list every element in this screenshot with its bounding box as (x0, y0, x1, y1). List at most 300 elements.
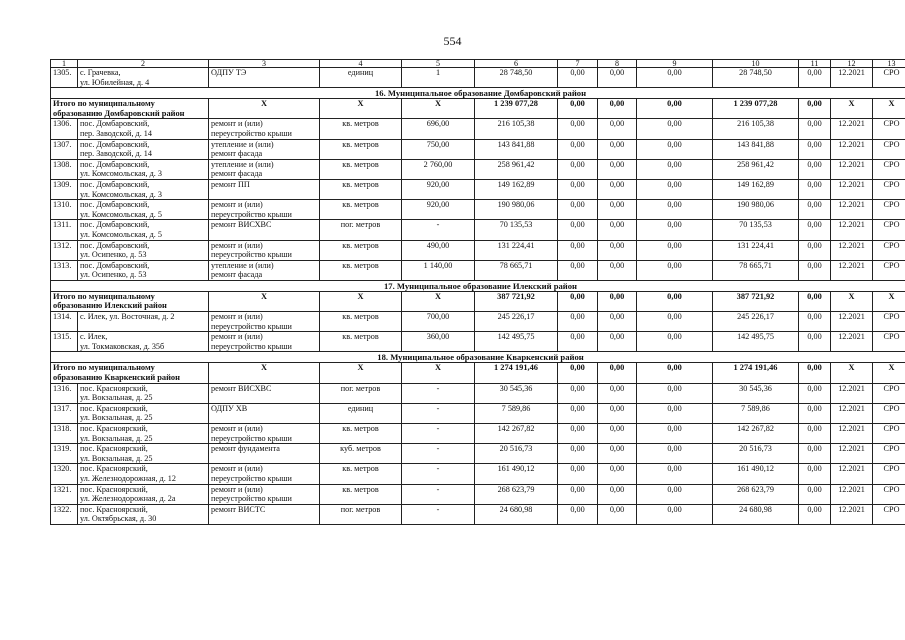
unit-cell: кв. метров (320, 312, 402, 332)
cost-budget-cell: 149 162,89 (713, 179, 799, 199)
row-number: 1320. (51, 464, 78, 484)
cost-budget-cell: 142 495,75 (713, 332, 799, 352)
unit-cell: кв. метров (320, 200, 402, 220)
deadline-cell: 12.2021 (831, 220, 873, 240)
cost-budget-cell: 24 680,98 (713, 504, 799, 524)
table-row (51, 424, 905, 444)
cost-total-cell: 258 961,42 (475, 159, 558, 179)
x-mark: Х (873, 99, 905, 119)
cost-cell: 0,00 (637, 403, 713, 423)
method-cell: СРО (873, 240, 905, 260)
cost-budget-cell: 142 267,82 (713, 424, 799, 444)
method-cell: СРО (873, 332, 905, 352)
table-row (51, 403, 905, 423)
total-sum: 387 721,92 (475, 291, 558, 311)
method-cell: СРО (873, 444, 905, 464)
cost-cell: 0,00 (558, 383, 598, 403)
quantity-cell: 700,00 (402, 312, 475, 332)
cost-cell: 0,00 (637, 312, 713, 332)
address-cell: с. Илек, ул. Восточная, д. 2 (78, 312, 209, 332)
method-cell: СРО (873, 220, 905, 240)
cost-cell: 0,00 (799, 179, 831, 199)
cost-cell: 0,00 (598, 332, 637, 352)
address-cell: пос. Красноярский, ул. Вокзальная, д. 25 (78, 444, 209, 464)
x-mark: Х (873, 291, 905, 311)
quantity-cell: 920,00 (402, 200, 475, 220)
work-type-cell: ремонт и (или) переустройство крыши (209, 119, 320, 139)
cost-total-cell: 149 162,89 (475, 179, 558, 199)
total-budget: 387 721,92 (713, 291, 799, 311)
cost-cell: 0,00 (637, 332, 713, 352)
cost-total-cell: 143 841,88 (475, 139, 558, 159)
x-mark: Х (209, 363, 320, 383)
cost-budget-cell: 216 105,38 (713, 119, 799, 139)
cost-cell: 0,00 (558, 179, 598, 199)
quantity-cell: - (402, 444, 475, 464)
deadline-cell: 12.2021 (831, 119, 873, 139)
cost-cell: 0,00 (637, 383, 713, 403)
column-number-6: 6 (475, 60, 558, 68)
cost-cell: 0,00 (637, 119, 713, 139)
address-cell: с. Илек, ул. Токмаковская, д. 35б (78, 332, 209, 352)
x-mark: Х (873, 363, 905, 383)
cost-total-cell: 142 495,75 (475, 332, 558, 352)
method-cell: СРО (873, 504, 905, 524)
address-cell: пос. Красноярский, ул. Вокзальная, д. 25 (78, 403, 209, 423)
cost-cell: 0,00 (799, 444, 831, 464)
x-mark: Х (402, 99, 475, 119)
cost-cell: 0,00 (799, 159, 831, 179)
deadline-cell: 12.2021 (831, 332, 873, 352)
row-number: 1305. (51, 68, 78, 88)
column-number-1: 1 (51, 60, 78, 68)
cost-cell: 0,00 (637, 200, 713, 220)
deadline-cell: 12.2021 (831, 159, 873, 179)
total-label: Итого по муниципальному образованию Илекский район (51, 291, 209, 311)
cost-cell: 0,00 (799, 68, 831, 88)
section-total-row (51, 99, 905, 119)
deadline-cell: 12.2021 (831, 424, 873, 444)
deadline-cell: 12.2021 (831, 260, 873, 280)
cost-cell: 0,00 (558, 504, 598, 524)
quantity-cell: - (402, 424, 475, 444)
column-number-9: 9 (637, 60, 713, 68)
total-cell: 0,00 (637, 363, 713, 383)
table-row (51, 332, 905, 352)
cost-cell: 0,00 (799, 119, 831, 139)
method-cell: СРО (873, 312, 905, 332)
row-number: 1312. (51, 240, 78, 260)
work-type-cell: ОДПУ ХВ (209, 403, 320, 423)
cost-cell: 0,00 (637, 444, 713, 464)
x-mark: Х (209, 99, 320, 119)
cost-cell: 0,00 (799, 200, 831, 220)
cost-cell: 0,00 (558, 68, 598, 88)
total-label: Итого по муниципальному образованию Домбаровский район (51, 99, 209, 119)
cost-total-cell: 245 226,17 (475, 312, 558, 332)
deadline-cell: 12.2021 (831, 312, 873, 332)
work-type-cell: ремонт ВИСТС (209, 504, 320, 524)
unit-cell: кв. метров (320, 332, 402, 352)
unit-cell: куб. метров (320, 444, 402, 464)
total-cell: 0,00 (799, 291, 831, 311)
cost-cell: 0,00 (637, 504, 713, 524)
cost-total-cell: 161 490,12 (475, 464, 558, 484)
cost-cell: 0,00 (598, 200, 637, 220)
work-type-cell: утепление и (или) ремонт фасада (209, 159, 320, 179)
x-mark: Х (209, 291, 320, 311)
cost-cell: 0,00 (637, 139, 713, 159)
address-cell: пос. Красноярский, ул. Железнодорожная, д. 2а (78, 484, 209, 504)
table-row (51, 139, 905, 159)
table-row (51, 240, 905, 260)
unit-cell: кв. метров (320, 179, 402, 199)
cost-cell: 0,00 (598, 159, 637, 179)
quantity-cell: 1 140,00 (402, 260, 475, 280)
cost-cell: 0,00 (598, 312, 637, 332)
total-cell: 0,00 (637, 291, 713, 311)
deadline-cell: 12.2021 (831, 403, 873, 423)
column-number-2: 2 (78, 60, 209, 68)
work-type-cell: ремонт и (или) переустройство крыши (209, 240, 320, 260)
cost-budget-cell: 143 841,88 (713, 139, 799, 159)
address-cell: пос. Домбаровский, ул. Комсомольская, д. 3 (78, 159, 209, 179)
quantity-cell: - (402, 484, 475, 504)
cost-cell: 0,00 (558, 332, 598, 352)
work-type-cell: ОДПУ ТЭ (209, 68, 320, 88)
work-type-cell: утепление и (или) ремонт фасада (209, 139, 320, 159)
cost-budget-cell: 268 623,79 (713, 484, 799, 504)
table-body (51, 60, 905, 525)
cost-cell: 0,00 (799, 332, 831, 352)
column-number-13: 13 (873, 60, 905, 68)
cost-total-cell: 131 224,41 (475, 240, 558, 260)
cost-budget-cell: 190 980,06 (713, 200, 799, 220)
x-mark: Х (320, 363, 402, 383)
table-row (51, 383, 905, 403)
cost-total-cell: 28 748,50 (475, 68, 558, 88)
cost-cell: 0,00 (799, 383, 831, 403)
address-cell: пос. Домбаровский, ул. Осипенко, д. 53 (78, 240, 209, 260)
cost-cell: 0,00 (558, 260, 598, 280)
table-row (51, 504, 905, 524)
cost-cell: 0,00 (799, 220, 831, 240)
x-mark: Х (320, 291, 402, 311)
cost-cell: 0,00 (637, 68, 713, 88)
cost-cell: 0,00 (637, 484, 713, 504)
cost-cell: 0,00 (558, 159, 598, 179)
cost-cell: 0,00 (598, 383, 637, 403)
cost-total-cell: 78 665,71 (475, 260, 558, 280)
row-number: 1318. (51, 424, 78, 444)
section-total-row (51, 291, 905, 311)
row-number: 1319. (51, 444, 78, 464)
address-cell: пос. Домбаровский, пер. Заводской, д. 14 (78, 139, 209, 159)
table-row (51, 260, 905, 280)
quantity-cell: 1 (402, 68, 475, 88)
unit-cell: кв. метров (320, 424, 402, 444)
cost-cell: 0,00 (558, 403, 598, 423)
row-number: 1314. (51, 312, 78, 332)
unit-cell: кв. метров (320, 484, 402, 504)
column-number-7: 7 (558, 60, 598, 68)
cost-cell: 0,00 (637, 240, 713, 260)
method-cell: СРО (873, 260, 905, 280)
deadline-cell: 12.2021 (831, 464, 873, 484)
table-row (51, 68, 905, 88)
cost-cell: 0,00 (558, 312, 598, 332)
section-title-row (51, 88, 905, 99)
work-type-cell: ремонт ВИСХВС (209, 383, 320, 403)
cost-cell: 0,00 (598, 464, 637, 484)
unit-cell: пог. метров (320, 504, 402, 524)
cost-cell: 0,00 (598, 68, 637, 88)
work-type-cell: ремонт ВИСХВС (209, 220, 320, 240)
x-mark: Х (402, 363, 475, 383)
row-number: 1315. (51, 332, 78, 352)
total-cell: 0,00 (558, 291, 598, 311)
cost-cell: 0,00 (799, 240, 831, 260)
total-cell: 0,00 (558, 99, 598, 119)
cost-cell: 0,00 (637, 179, 713, 199)
method-cell: СРО (873, 119, 905, 139)
work-type-cell: ремонт и (или) переустройство крыши (209, 312, 320, 332)
cost-cell: 0,00 (799, 464, 831, 484)
cost-budget-cell: 7 589,86 (713, 403, 799, 423)
address-cell: пос. Красноярский, ул. Октябрьская, д. 30 (78, 504, 209, 524)
row-number: 1306. (51, 119, 78, 139)
method-cell: СРО (873, 383, 905, 403)
work-type-cell: ремонт и (или) переустройство крыши (209, 484, 320, 504)
quantity-cell: 750,00 (402, 139, 475, 159)
cost-cell: 0,00 (598, 504, 637, 524)
method-cell: СРО (873, 200, 905, 220)
address-cell: пос. Домбаровский, пер. Заводской, д. 14 (78, 119, 209, 139)
table-row (51, 464, 905, 484)
cost-cell: 0,00 (558, 424, 598, 444)
unit-cell: кв. метров (320, 240, 402, 260)
column-number-8: 8 (598, 60, 637, 68)
unit-cell: кв. метров (320, 119, 402, 139)
cost-cell: 0,00 (598, 444, 637, 464)
work-type-cell: ремонт и (или) переустройство крыши (209, 200, 320, 220)
cost-budget-cell: 28 748,50 (713, 68, 799, 88)
total-cell: 0,00 (637, 99, 713, 119)
x-mark: Х (831, 363, 873, 383)
quantity-cell: - (402, 220, 475, 240)
total-budget: 1 239 077,28 (713, 99, 799, 119)
address-cell: пос. Красноярский, ул. Вокзальная, д. 25 (78, 383, 209, 403)
table-row (51, 444, 905, 464)
cost-cell: 0,00 (637, 464, 713, 484)
deadline-cell: 12.2021 (831, 444, 873, 464)
cost-cell: 0,00 (637, 260, 713, 280)
cost-budget-cell: 161 490,12 (713, 464, 799, 484)
work-type-cell: ремонт ПП (209, 179, 320, 199)
unit-cell: кв. метров (320, 159, 402, 179)
work-type-cell: ремонт и (или) переустройство крыши (209, 464, 320, 484)
page-number: 554 (443, 34, 462, 48)
deadline-cell: 12.2021 (831, 179, 873, 199)
cost-cell: 0,00 (799, 403, 831, 423)
cost-total-cell: 142 267,82 (475, 424, 558, 444)
cost-budget-cell: 78 665,71 (713, 260, 799, 280)
column-number-4: 4 (320, 60, 402, 68)
cost-cell: 0,00 (558, 464, 598, 484)
quantity-cell: 920,00 (402, 179, 475, 199)
cost-cell: 0,00 (598, 260, 637, 280)
column-number-10: 10 (713, 60, 799, 68)
total-cell: 0,00 (799, 99, 831, 119)
cost-cell: 0,00 (598, 240, 637, 260)
cost-cell: 0,00 (598, 424, 637, 444)
deadline-cell: 12.2021 (831, 484, 873, 504)
column-number-12: 12 (831, 60, 873, 68)
work-type-cell: утепление и (или) ремонт фасада (209, 260, 320, 280)
section-title: 18. Муниципальное образование Кваркенский район (51, 352, 905, 363)
total-cell: 0,00 (558, 363, 598, 383)
cost-cell: 0,00 (637, 220, 713, 240)
cost-cell: 0,00 (598, 179, 637, 199)
unit-cell: пог. метров (320, 220, 402, 240)
quantity-cell: 2 760,00 (402, 159, 475, 179)
cost-total-cell: 268 623,79 (475, 484, 558, 504)
cost-cell: 0,00 (598, 484, 637, 504)
x-mark: Х (831, 291, 873, 311)
table-row (51, 179, 905, 199)
unit-cell: кв. метров (320, 139, 402, 159)
row-number: 1317. (51, 403, 78, 423)
quantity-cell: 360,00 (402, 332, 475, 352)
cost-budget-cell: 131 224,41 (713, 240, 799, 260)
cost-cell: 0,00 (558, 139, 598, 159)
cost-cell: 0,00 (799, 504, 831, 524)
row-number: 1321. (51, 484, 78, 504)
quantity-cell: - (402, 403, 475, 423)
cost-budget-cell: 70 135,53 (713, 220, 799, 240)
table-row (51, 312, 905, 332)
unit-cell: кв. метров (320, 260, 402, 280)
cost-total-cell: 24 680,98 (475, 504, 558, 524)
unit-cell: единиц (320, 68, 402, 88)
total-cell: 0,00 (799, 363, 831, 383)
cost-cell: 0,00 (799, 139, 831, 159)
address-cell: пос. Домбаровский, ул. Комсомольская, д. 5 (78, 220, 209, 240)
quantity-cell: - (402, 504, 475, 524)
deadline-cell: 12.2021 (831, 383, 873, 403)
cost-cell: 0,00 (598, 119, 637, 139)
cost-cell: 0,00 (799, 260, 831, 280)
cost-cell: 0,00 (637, 424, 713, 444)
quantity-cell: - (402, 464, 475, 484)
method-cell: СРО (873, 464, 905, 484)
total-cell: 0,00 (598, 99, 637, 119)
quantity-cell: - (402, 383, 475, 403)
row-number: 1307. (51, 139, 78, 159)
row-number: 1316. (51, 383, 78, 403)
address-cell: пос. Красноярский, ул. Вокзальная, д. 25 (78, 424, 209, 444)
deadline-cell: 12.2021 (831, 240, 873, 260)
address-cell: пос. Домбаровский, ул. Осипенко, д. 53 (78, 260, 209, 280)
cost-cell: 0,00 (558, 119, 598, 139)
total-budget: 1 274 191,46 (713, 363, 799, 383)
row-number: 1311. (51, 220, 78, 240)
cost-total-cell: 30 545,36 (475, 383, 558, 403)
unit-cell: единиц (320, 403, 402, 423)
cost-total-cell: 20 516,73 (475, 444, 558, 464)
table-row (51, 119, 905, 139)
deadline-cell: 12.2021 (831, 200, 873, 220)
address-cell: пос. Домбаровский, ул. Комсомольская, д. 5 (78, 200, 209, 220)
table-row (51, 200, 905, 220)
x-mark: Х (320, 99, 402, 119)
column-number-11: 11 (799, 60, 831, 68)
cost-total-cell: 70 135,53 (475, 220, 558, 240)
cost-budget-cell: 245 226,17 (713, 312, 799, 332)
cost-total-cell: 7 589,86 (475, 403, 558, 423)
column-number-row (51, 60, 905, 68)
method-cell: СРО (873, 403, 905, 423)
table-row (51, 484, 905, 504)
cost-cell: 0,00 (799, 312, 831, 332)
total-label: Итого по муниципальному образованию Кваркенский район (51, 363, 209, 383)
deadline-cell: 12.2021 (831, 139, 873, 159)
cost-cell: 0,00 (558, 220, 598, 240)
table-row (51, 159, 905, 179)
row-number: 1310. (51, 200, 78, 220)
total-cell: 0,00 (598, 363, 637, 383)
work-type-cell: ремонт и (или) переустройство крыши (209, 424, 320, 444)
cost-total-cell: 216 105,38 (475, 119, 558, 139)
quantity-cell: 490,00 (402, 240, 475, 260)
cost-total-cell: 190 980,06 (475, 200, 558, 220)
address-cell: пос. Домбаровский, ул. Комсомольская, д. 3 (78, 179, 209, 199)
row-number: 1313. (51, 260, 78, 280)
column-number-3: 3 (209, 60, 320, 68)
table-row (51, 220, 905, 240)
quantity-cell: 696,00 (402, 119, 475, 139)
row-number: 1309. (51, 179, 78, 199)
unit-cell: кв. метров (320, 464, 402, 484)
work-type-cell: ремонт фундамента (209, 444, 320, 464)
cost-cell: 0,00 (799, 424, 831, 444)
row-number: 1308. (51, 159, 78, 179)
works-table (50, 59, 905, 525)
work-type-cell: ремонт и (или) переустройство крыши (209, 332, 320, 352)
cost-budget-cell: 30 545,36 (713, 383, 799, 403)
cost-cell: 0,00 (799, 484, 831, 504)
address-cell: пос. Красноярский, ул. Железнодорожная, д. 12 (78, 464, 209, 484)
section-title-row (51, 280, 905, 291)
deadline-cell: 12.2021 (831, 504, 873, 524)
deadline-cell: 12.2021 (831, 68, 873, 88)
cost-budget-cell: 258 961,42 (713, 159, 799, 179)
section-total-row (51, 363, 905, 383)
total-cell: 0,00 (598, 291, 637, 311)
x-mark: Х (831, 99, 873, 119)
cost-budget-cell: 20 516,73 (713, 444, 799, 464)
method-cell: СРО (873, 424, 905, 444)
cost-cell: 0,00 (598, 220, 637, 240)
cost-cell: 0,00 (637, 159, 713, 179)
section-title: 16. Муниципальное образование Домбаровский район (51, 88, 905, 99)
column-number-5: 5 (402, 60, 475, 68)
cost-cell: 0,00 (558, 240, 598, 260)
cost-cell: 0,00 (558, 200, 598, 220)
cost-cell: 0,00 (558, 484, 598, 504)
cost-cell: 0,00 (598, 403, 637, 423)
method-cell: СРО (873, 139, 905, 159)
